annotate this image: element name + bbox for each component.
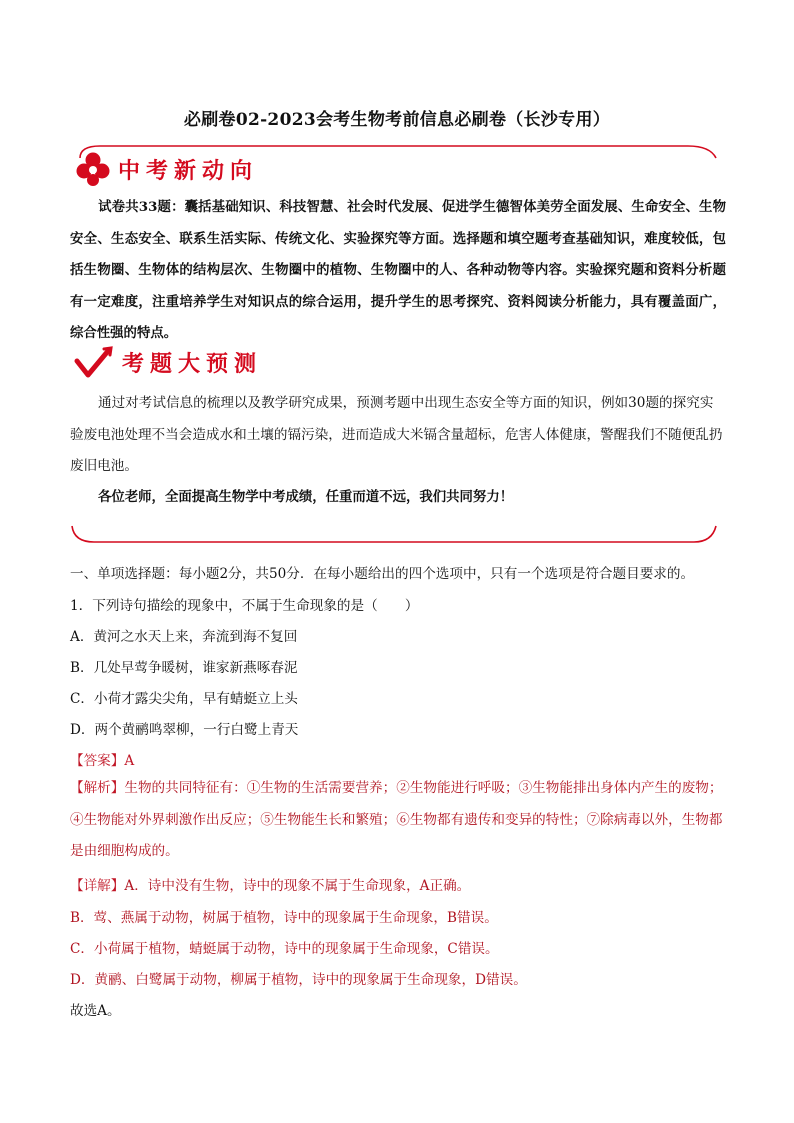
conclusion-line: 故选A。: [70, 1003, 121, 1019]
checkmark-icon: [74, 345, 114, 379]
section-trends-paragraph: [70, 192, 726, 350]
analysis-block: [70, 773, 726, 868]
section-forecast-closing: [70, 482, 726, 514]
part-header: 一、单项选择题：每小题2分，共50分．在每小题给出的四个选项中，只有一个选项是符合题目要求的。: [70, 566, 695, 582]
clover-icon: [74, 150, 112, 188]
detail-label: 【详解】: [70, 878, 125, 894]
question-1-option-d: D．两个黄鹂鸣翠柳，一行白鹭上青天: [70, 722, 299, 738]
answer-value: A: [124, 753, 135, 769]
section-forecast-text: 通过对考试信息的梳理以及教学研究成果，预测考题中出现生态安全等方面的知识，例如30题的探究实验废电池处理不当会造成水和土壤的镉污染，进而造成大米镉含量超标，危害人体健康，警醒我们不随便乱扔废旧电池。: [70, 395, 723, 474]
question-1-stem: 1．下列诗句描绘的现象中，不属于生命现象的是（ ）: [70, 598, 419, 614]
analysis-label: 【解析】: [70, 780, 125, 796]
detail-line-c: C．小荷属于植物，蜻蜓属于动物，诗中的现象属于生命现象，C错误。: [70, 941, 499, 957]
section-forecast-paragraph: [70, 388, 726, 483]
bottom-frame-decoration: [60, 512, 728, 552]
answer-line: [70, 749, 134, 769]
section-trends-text: 试卷共33题：囊括基础知识、科技智慧、社会时代发展、促进学生德智体美劳全面发展、生命安全、生物安全、生态安全、联系生活实际、传统文化、实验探究等方面。选择题和填空题考查基础知识，难度较低，包括生物圈、生物体的结构层次、生物圈中的植物、生物圈中的人、各种动物等内容。实验探究题和资料分析题有一定难度，注重培养学生对知识点的综合运用，提升学生的思考探究、资料阅读分析能力，具有覆盖面广，综合性强的特点。: [70, 199, 726, 341]
detail-line-d: D．黄鹂、白鹭属于动物，柳属于植物，诗中的现象属于生命现象，D错误。: [70, 972, 527, 988]
section-heading-trends: [74, 150, 258, 188]
detail-line-b: B．莺、燕属于动物，树属于植物，诗中的现象属于生命现象，B错误。: [70, 910, 498, 926]
section-heading-forecast: [74, 345, 262, 379]
question-1-option-a: A．黄河之水天上来，奔流到海不复回: [70, 629, 298, 645]
closing-text: 各位老师，全面提高生物学中考成绩，任重而道不远，我们共同努力！: [98, 489, 514, 505]
detail-line-a: [70, 874, 470, 894]
analysis-text: 生物的共同特征有：①生物的生活需要营养；②生物能进行呼吸；③生物能排出身体内产生的废物；④生物能对外界刺激作出反应；⑤生物能生长和繁殖；⑥生物都有遗传和变异的特性；⑦除病毒以外，生物都是由细胞构成的。: [70, 780, 723, 859]
section-heading-forecast-text: 考题大预测: [122, 351, 263, 377]
section-heading-trends-text: 中考新动向: [118, 158, 259, 184]
question-1-option-c: C．小荷才露尖尖角，早有蜻蜓立上头: [70, 691, 298, 707]
detail-a-text: A．诗中没有生物，诗中的现象不属于生命现象，A正确。: [124, 878, 471, 894]
question-1-option-b: B．几处早莺争暖树，谁家新燕啄春泥: [70, 660, 298, 676]
answer-label: 【答案】: [70, 753, 125, 769]
document-title: 必刷卷02-2023会考生物考前信息必刷卷（长沙专用）: [183, 110, 611, 130]
